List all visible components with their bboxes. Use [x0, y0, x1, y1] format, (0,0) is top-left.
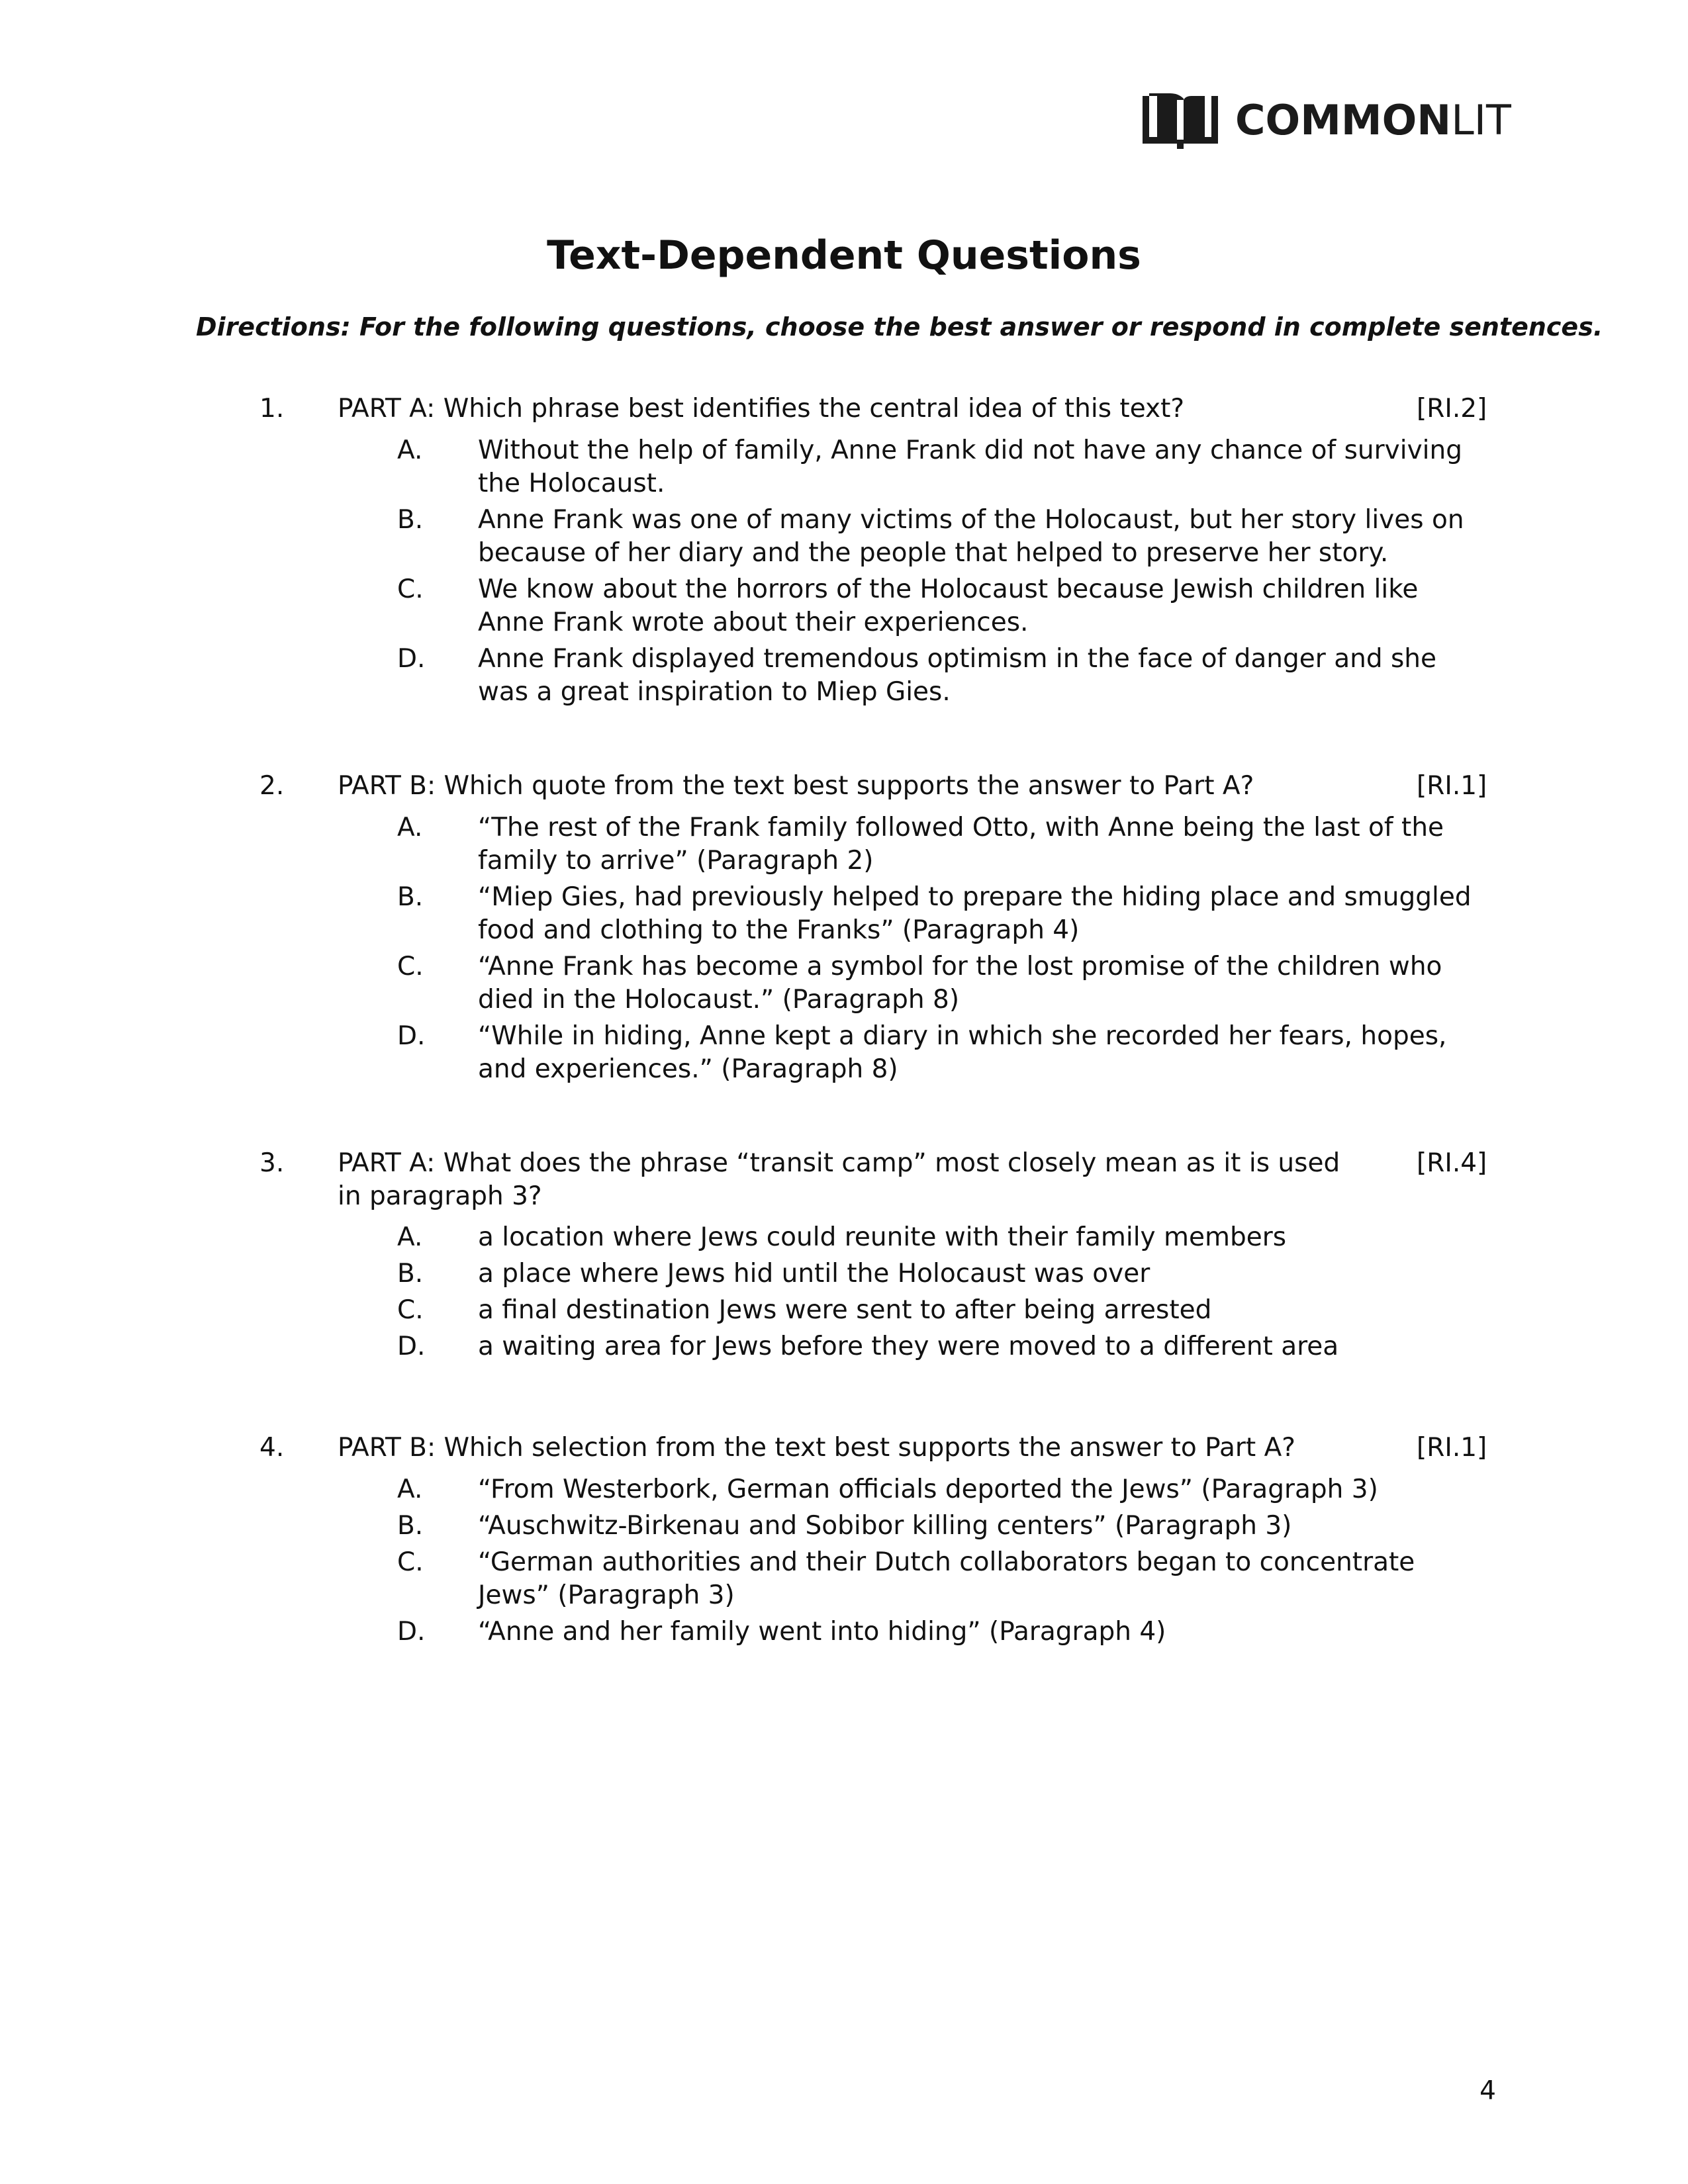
- logo-brand-bold: COMMON: [1235, 96, 1452, 144]
- answer-options: [0, 1473, 1688, 1652]
- option-text: a waiting area for Jews before they were moved to a different area: [478, 1332, 1339, 1361]
- question-text: PART A: Which phrase best identifies the central idea of this text?: [338, 394, 1185, 424]
- answer-option[interactable]: [0, 1473, 1688, 1506]
- option-letter: B.: [397, 882, 424, 912]
- option-text: “From Westerbork, German officials deported the Jews” (Paragraph 3): [478, 1475, 1378, 1504]
- question-number: 1.: [259, 394, 285, 424]
- page-title: Text-Dependent Questions: [547, 232, 1141, 279]
- option-letter: A.: [397, 1222, 423, 1252]
- option-letter: B.: [397, 505, 424, 535]
- answer-option[interactable]: [0, 1330, 1688, 1363]
- question-text: PART B: Which quote from the text best supports the answer to Part A?: [338, 771, 1254, 801]
- question-standard: [RI.2]: [1417, 394, 1487, 424]
- question-text: PART B: Which selection from the text best supports the answer to Part A?: [338, 1433, 1295, 1463]
- answer-option[interactable]: [0, 1294, 1688, 1327]
- option-text: We know about the horrors of the Holocaust because Jewish children like Anne Frank wrote about their experiences.: [478, 574, 1419, 637]
- option-letter: C.: [397, 952, 424, 981]
- answer-option[interactable]: [0, 573, 1688, 639]
- logo-brand-light: LIT: [1451, 96, 1511, 144]
- option-letter: B.: [397, 1511, 424, 1541]
- answer-option[interactable]: [0, 1020, 1688, 1086]
- answer-option[interactable]: [0, 1257, 1688, 1291]
- option-text: Without the help of family, Anne Frank did not have any chance of surviving the Holocaust.: [478, 435, 1462, 498]
- option-text: a final destination Jews were sent to after being arrested: [478, 1295, 1212, 1325]
- question-text: PART A: What does the phrase “transit camp” most closely mean as it is used in paragraph 3?: [338, 1148, 1340, 1211]
- option-text: “Anne and her family went into hiding” (Paragraph 4): [478, 1617, 1166, 1647]
- page-number: 4: [1479, 2076, 1496, 2106]
- answer-option[interactable]: [0, 811, 1688, 878]
- option-letter: C.: [397, 574, 424, 604]
- option-text: “Auschwitz-Birkenau and Sobibor killing centers” (Paragraph 3): [478, 1511, 1292, 1541]
- answer-option[interactable]: [0, 950, 1688, 1017]
- option-letter: D.: [397, 644, 426, 674]
- answer-options: [0, 1221, 1688, 1367]
- option-letter: A.: [397, 813, 423, 842]
- answer-option[interactable]: [0, 1615, 1688, 1649]
- option-letter: B.: [397, 1259, 424, 1289]
- option-letter: C.: [397, 1547, 424, 1577]
- question-number: 4.: [259, 1433, 285, 1463]
- answer-option[interactable]: [0, 643, 1688, 709]
- option-letter: D.: [397, 1617, 426, 1647]
- option-text: “Miep Gies, had previously helped to prepare the hiding place and smuggled food and clothing to the Franks” (Paragraph 4): [478, 882, 1472, 945]
- option-text: “The rest of the Frank family followed Otto, with Anne being the last of the family to arrive” (Paragraph 2): [478, 813, 1444, 876]
- answer-option[interactable]: [0, 1546, 1688, 1612]
- option-letter: D.: [397, 1332, 426, 1361]
- answer-option[interactable]: [0, 881, 1688, 947]
- option-text: “Anne Frank has become a symbol for the lost promise of the children who died in the Holocaust.” (Paragraph 8): [478, 952, 1442, 1015]
- option-text: a place where Jews hid until the Holocaust was over: [478, 1259, 1150, 1289]
- option-letter: A.: [397, 435, 423, 465]
- option-letter: A.: [397, 1475, 423, 1504]
- option-letter: D.: [397, 1021, 426, 1051]
- option-text: a location where Jews could reunite with their family members: [478, 1222, 1287, 1252]
- logo-wordmark: [1235, 96, 1511, 144]
- option-text: Anne Frank was one of many victims of the Holocaust, but her story lives on because of her diary and the people that helped to preserve her story.: [478, 505, 1464, 568]
- option-text: Anne Frank displayed tremendous optimism in the face of danger and she was a great inspiration to Miep Gies.: [478, 644, 1437, 707]
- question-number: 3.: [259, 1148, 285, 1178]
- question-standard: [RI.1]: [1417, 1433, 1487, 1463]
- option-letter: C.: [397, 1295, 424, 1325]
- open-book-icon: [1140, 91, 1221, 150]
- answer-option[interactable]: [0, 1221, 1688, 1254]
- option-text: “German authorities and their Dutch collaborators began to concentrate Jews” (Paragraph 3): [478, 1547, 1415, 1610]
- answer-options: [0, 434, 1688, 712]
- answer-option[interactable]: [0, 434, 1688, 500]
- question-standard: [RI.4]: [1417, 1148, 1487, 1178]
- answer-option[interactable]: [0, 504, 1688, 570]
- commonlit-logo: [1140, 89, 1511, 152]
- question-standard: [RI.1]: [1417, 771, 1487, 801]
- directions-text: Directions: For the following questions, choose the best answer or respond in complete sentences.: [196, 312, 1603, 341]
- option-text: “While in hiding, Anne kept a diary in which she recorded her fears, hopes, and experiences.” (Paragraph 8): [478, 1021, 1447, 1084]
- question-number: 2.: [259, 771, 285, 801]
- answer-option[interactable]: [0, 1510, 1688, 1543]
- answer-options: [0, 811, 1688, 1089]
